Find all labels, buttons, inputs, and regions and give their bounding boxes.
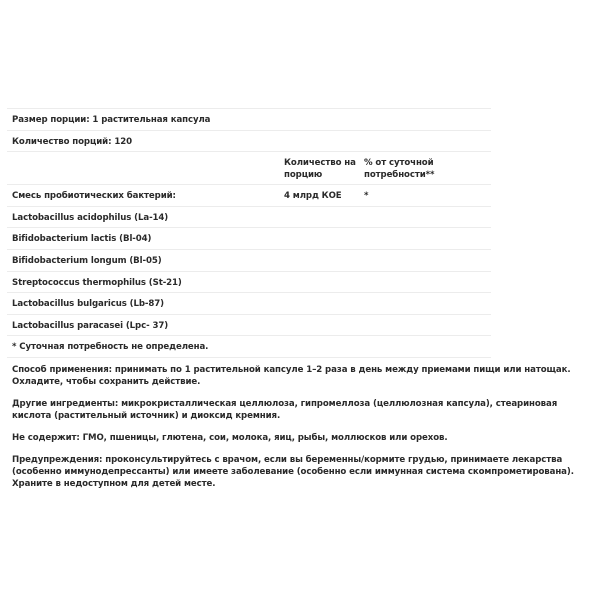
probiotic-blend-row: [7, 185, 491, 207]
table-row: [7, 207, 491, 229]
amount-per-serving-header: Количество на порцию: [284, 158, 356, 181]
usage-instructions: Способ применения: принимать по 1 растительной капсуле 1–2 раза в день между приемами пищи или натощак. Охладите, чтобы сохранить действие.: [12, 365, 571, 387]
strain-name: Streptococcus thermophilus (St-21): [12, 277, 182, 288]
warnings: Предупреждения: проконсультируйтесь с врачом, если вы беременны/кормите грудью, принимаете лекарства (особенно иммунодепрессанты) или имеете заболевание (особенно если иммунная система скомпрометирована). Храните в недоступном для детей месте.: [12, 455, 574, 489]
strain-name: Bifidobacterium lactis (Bl-04): [12, 234, 152, 245]
blend-name: Смесь пробиотических бактерий:: [12, 191, 176, 202]
table-row: [7, 228, 491, 250]
product-notes: [12, 364, 587, 500]
footnote-row: [7, 336, 491, 358]
servings-per-container: Количество порций: 120: [12, 136, 132, 147]
strain-name: Lactobacillus paracasei (Lpc- 37): [12, 320, 169, 331]
serving-size: Размер порции: 1 растительная капсула: [12, 115, 211, 125]
strain-name: Bifidobacterium longum (Bl-05): [12, 255, 162, 266]
table-row: [7, 250, 491, 272]
free-of-statement: Не содержит: ГМО, пшеницы, глютена, сои, молока, яиц, рыбы, моллюсков или орехов.: [12, 433, 448, 443]
daily-value-header: % от суточной потребности**: [364, 158, 435, 181]
table-row: [7, 315, 491, 337]
servings-per-container-row: [7, 131, 491, 153]
blend-amount: 4 млрд КОЕ: [284, 191, 342, 202]
table-row: [7, 293, 491, 315]
strain-name: Lactobacillus bulgaricus (Lb-87): [12, 299, 164, 310]
blend-daily-value: *: [364, 191, 369, 202]
serving-size-row: [7, 109, 491, 131]
footnote: * Суточная потребность не определена.: [12, 342, 209, 353]
other-ingredients: Другие ингредиенты: микрокристаллическая целлюлоза, гипромеллоза (целлюлозная капсула), стеариновая кислота (растительный источник) и диоксид кремния.: [12, 399, 558, 421]
table-header-row: [7, 152, 491, 185]
strain-name: Lactobacillus acidophilus (La-14): [12, 212, 169, 223]
supplement-facts-table: [7, 108, 491, 358]
table-row: [7, 272, 491, 294]
